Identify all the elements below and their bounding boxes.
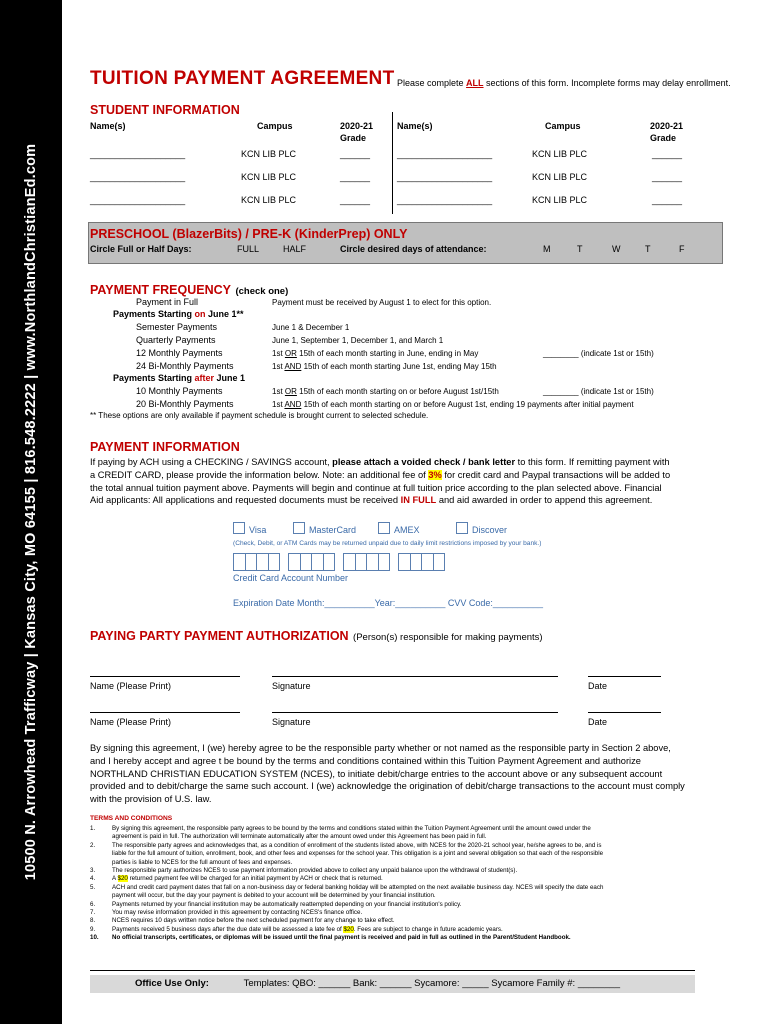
terms-item-number: 7. <box>90 909 96 917</box>
campus-col-label-right: Campus <box>545 121 581 131</box>
grade-field-3-left[interactable]: ______ <box>340 195 371 205</box>
frequency-footnote: ** These options are only available if payment schedule is brought current to selected schedule. <box>90 411 429 420</box>
preschool-title: PRESCHOOL (BlazerBits) / PRE-K (KinderPrep) ONLY <box>90 227 408 241</box>
date-line-1[interactable] <box>588 676 661 677</box>
terms-item <box>90 901 710 909</box>
terms-item-number: 4. <box>90 875 96 883</box>
student-name-field-3-left[interactable]: ___________________ <box>90 195 186 205</box>
cc-group-gap <box>389 553 398 571</box>
name-label-2: Name (Please Print) <box>90 717 172 727</box>
terms-line: ACH and credit card payment dates that fall on a non-business day or federal banking holiday will be attempted on the next available business day. NCES will specify the date each <box>112 883 604 891</box>
campus-col-label-left: Campus <box>257 121 293 131</box>
terms-list <box>90 825 710 943</box>
day-monday[interactable]: M <box>543 244 551 254</box>
authorization-paragraph: By signing this agreement, I (we) hereby agree to be the responsible party whether or not named as the responsible party in Section 2 above, and I hereby accept and agree t be bound by the terms and conditions contained within this Tuition Payment Agreement and authorize NORTHLAND CHRISTIAN EDUCATION SYSTEM (NCES), to initiate debit/charge entries to the account above or any subsequent account provided and to debit/charge the same such account. I (we) acknowledge the origination of debit/charge transactions to the account must comply with the provision of U.S. law. <box>90 743 685 805</box>
option-payment-in-full[interactable]: Payment in Full <box>136 297 199 307</box>
terms-item-number: 3. <box>90 867 96 875</box>
full-desc: Payment must be received by August 1 to elect for this option. <box>272 298 492 307</box>
authorization-heading-block: PAYING PARTY PAYMENT AUTHORIZATION (Person(s) responsible for making payments) <box>90 629 543 643</box>
card-mastercard[interactable]: MasterCard <box>293 522 356 535</box>
names-col-label-right: Name(s) <box>397 121 433 131</box>
office-use-row: Office Use Only: Templates: QBO: ______ Bank: ______ Sycamore: _____ Sycamore Family #: ________ <box>135 978 621 989</box>
quarterly-desc: June 1, September 1, December 1, and March 1 <box>272 336 444 345</box>
terms-text: . Fees are subject to change in future academic years. <box>353 925 503 933</box>
terms-item <box>90 825 710 842</box>
full-half-label: Circle Full or Half Days: <box>90 244 192 254</box>
card-discover[interactable]: Discover <box>456 522 507 535</box>
terms-item-text <box>112 884 603 901</box>
cc-group-gap <box>279 553 288 571</box>
terms-item <box>90 875 710 883</box>
grade-label-left: Grade <box>340 133 367 143</box>
payment-frequency-heading: PAYMENT FREQUENCY (check one) <box>90 283 289 297</box>
terms-item <box>90 842 710 867</box>
option-semester[interactable]: Semester Payments <box>136 322 218 332</box>
option-12-monthly[interactable]: 12 Monthly Payments <box>136 348 223 358</box>
terms-heading: TERMS AND CONDITIONS <box>90 815 173 822</box>
terms-item-text <box>112 875 383 883</box>
terms-line: payment will occur, but the day your payment is debited to your account will be determined by your financial institution. <box>112 892 436 900</box>
discover-checkbox[interactable] <box>456 522 468 534</box>
option-10-monthly[interactable]: 10 Monthly Payments <box>136 386 223 396</box>
terms-text: returned payment fee will be charged for an initial payment by ACH or check that is returned. <box>127 875 383 883</box>
option-24-bimonthly[interactable]: 24 Bi-Monthly Payments <box>136 361 234 371</box>
address-sidebar <box>0 0 62 1024</box>
terms-item-number: 5. <box>90 883 96 891</box>
terms-item-text <box>112 909 362 917</box>
signature-line-2[interactable] <box>272 712 558 713</box>
form-title-block <box>90 68 394 90</box>
terms-item-number: 10. <box>90 934 99 942</box>
credit-card-number-boxes[interactable] <box>233 553 444 571</box>
bimonthly20-desc: 1st AND 15th of each month starting on or before August 1st, ending 19 payments after initial payment <box>272 400 634 409</box>
terms-item-text <box>112 926 503 934</box>
grade-label-right: Grade <box>650 133 677 143</box>
mastercard-checkbox[interactable] <box>293 522 305 534</box>
semester-desc: June 1 & December 1 <box>272 323 350 332</box>
terms-item-number: 9. <box>90 925 96 933</box>
cvv-field[interactable]: __________ <box>492 598 543 608</box>
full-option[interactable]: FULL <box>237 244 260 254</box>
day-friday[interactable]: F <box>679 244 685 254</box>
terms-item-text <box>112 842 603 867</box>
terms-line: parties is liable to NCES for the full amount of fees and expenses. <box>112 858 293 866</box>
monthly12-desc: 1st OR 15th of each month starting in June, ending in May <box>272 349 479 358</box>
terms-item-text <box>112 825 591 842</box>
card-amex[interactable]: AMEX <box>378 522 420 535</box>
cc-group-gap <box>334 553 343 571</box>
fee-highlight: $20 <box>343 925 354 933</box>
after-june-heading: Payments Starting after June 1 <box>113 373 246 383</box>
indicate-10-monthly[interactable]: ________ (indicate 1st or 15th) <box>543 387 654 396</box>
names-col-label-left: Name(s) <box>90 121 126 131</box>
day-tuesday[interactable]: T <box>577 244 583 254</box>
fee-highlight: $20 <box>117 875 128 883</box>
card-note: (Check, Debit, or ATM Cards may be returned unpaid due to daily limit restrictions imposed by your bank.) <box>233 540 542 547</box>
terms-line: The responsible party authorizes NCES to use payment information provided above to collect any unpaid balance upon the withdrawal of student(s). <box>112 867 518 875</box>
grade-field-2-left[interactable]: ______ <box>340 172 371 182</box>
address-text: 10500 N. Arrowhead Trafficway | Kansas City, MO 64155 | 816.548.2222 | www.NorthlandChristianEd.com <box>23 143 39 881</box>
terms-item-text <box>112 901 461 909</box>
exp-year-field[interactable]: __________ <box>395 598 446 608</box>
student-name-field-1-right[interactable]: ___________________ <box>397 149 493 159</box>
amex-checkbox[interactable] <box>378 522 390 534</box>
date-label-1: Date <box>588 681 608 691</box>
grade-field-2-right[interactable]: ______ <box>652 172 683 182</box>
signature-label-2: Signature <box>272 717 311 727</box>
terms-item <box>90 926 710 934</box>
terms-item <box>90 934 710 942</box>
grade-field-1-left[interactable]: ______ <box>340 149 371 159</box>
expiration-row[interactable]: Expiration Date Month:__________Year:__________ CVV Code:__________ <box>233 598 543 608</box>
terms-item-number: 8. <box>90 917 96 925</box>
terms-line: Payments returned by your financial institution may be automatically reattempted depending on your financial institution's policy. <box>112 900 462 908</box>
terms-item <box>90 909 710 917</box>
campus-options-2-right[interactable]: KCN LIB PLC <box>532 172 588 182</box>
student-name-field-2-left[interactable]: ___________________ <box>90 172 186 182</box>
campus-options-1-right[interactable]: KCN LIB PLC <box>532 149 588 159</box>
date-label-2: Date <box>588 717 608 727</box>
name-line-2[interactable] <box>90 712 240 713</box>
terms-item <box>90 884 710 901</box>
card-visa[interactable]: Visa <box>233 522 266 535</box>
terms-item <box>90 917 710 925</box>
terms-text: A <box>112 875 118 883</box>
terms-line: The responsible party agrees and acknowledges that, as a condition of enrollment of the students listed above, with NCES for the 2020-21 school year, he/she agrees to be, and is <box>112 841 602 849</box>
campus-options-2-left[interactable]: KCN LIB PLC <box>241 172 297 182</box>
signature-label-1: Signature <box>272 681 311 691</box>
office-divider <box>90 970 695 971</box>
terms-item-number: 6. <box>90 900 96 908</box>
campus-options-3-right[interactable]: KCN LIB PLC <box>532 195 588 205</box>
cc-number-label: Credit Card Account Number <box>233 573 349 583</box>
student-info-heading: STUDENT INFORMATION <box>90 103 240 117</box>
option-20-bimonthly[interactable]: 20 Bi-Monthly Payments <box>136 399 234 409</box>
terms-item-text <box>112 917 395 925</box>
terms-text: Payments received 5 business days after the due date will be assessed a late fee of <box>112 925 344 933</box>
terms-line: NCES requires 10 days written notice before the next scheduled payment for any change to take effect. <box>112 917 395 925</box>
terms-item <box>90 867 710 875</box>
name-label-1: Name (Please Print) <box>90 681 172 691</box>
bimonthly24-desc: 1st AND 15th of each month starting June 1st, ending May 15th <box>272 362 497 371</box>
student-name-field-2-right[interactable]: ___________________ <box>397 172 493 182</box>
half-option[interactable]: HALF <box>283 244 307 254</box>
days-label: Circle desired days of attendance: <box>340 244 487 254</box>
form-title: TUITION PAYMENT AGREEMENT <box>90 68 395 89</box>
terms-item-number: 1. <box>90 825 96 832</box>
indicate-12-monthly[interactable]: ________ (indicate 1st or 15th) <box>543 349 654 358</box>
day-wednesday[interactable]: W <box>612 244 621 254</box>
signature-line-1[interactable] <box>272 676 558 677</box>
terms-item-number: 2. <box>90 841 96 849</box>
terms-item-text <box>112 934 571 942</box>
terms-line: agreement is paid in full. The authorization will terminate automatically after the amount owed under this Agreement has been paid in full. <box>112 833 487 841</box>
grade-year-left: 2020-21 <box>340 121 374 131</box>
student-name-field-1-left[interactable]: ___________________ <box>90 149 186 159</box>
day-thursday[interactable]: T <box>645 244 651 254</box>
terms-line: You may revise information provided in this agreement by contacting NCES's finance office. <box>112 909 363 917</box>
monthly10-desc: 1st OR 15th of each month starting on or before August 1st/15th <box>272 387 499 396</box>
name-line-1[interactable] <box>90 676 240 677</box>
june-heading: Payments Starting on June 1** <box>113 309 244 319</box>
terms-line: By signing this agreement, the responsible party agrees to be bound by the terms and conditions stated within the Tuition Payment Agreement until the amount owed under the <box>112 825 591 832</box>
date-line-2[interactable] <box>588 712 661 713</box>
campus-options-3-left[interactable]: KCN LIB PLC <box>241 195 297 205</box>
student-column-divider <box>392 112 393 214</box>
campus-options-1-left[interactable]: KCN LIB PLC <box>241 149 297 159</box>
terms-item-text <box>112 867 517 875</box>
grade-field-1-right[interactable]: ______ <box>652 149 683 159</box>
payment-info-paragraph: If paying by ACH using a CHECKING / SAVINGS account, please attach a voided check / bank letter to this form. If remitting payment with a CREDIT CARD, please provide the information below. Note: an additional fee of 3% for credit card and Paypal transactions will be added to the total annual tuition payment above. Payments will begin and continue at full tuition price according to the plan selected above. Financial Aid applicants: All applications and requested documents must be received IN FULL and aid awarded in order to append this agreement. <box>90 457 671 506</box>
header-note: Please complete ALL sections of this form. Incomplete forms may delay enrollment. <box>397 78 731 88</box>
student-name-field-3-right[interactable]: ___________________ <box>397 195 493 205</box>
cc-digit-box[interactable] <box>433 553 446 571</box>
payment-info-heading: PAYMENT INFORMATION <box>90 440 240 454</box>
grade-field-3-right[interactable]: ______ <box>652 195 683 205</box>
visa-checkbox[interactable] <box>233 522 245 534</box>
option-quarterly[interactable]: Quarterly Payments <box>136 335 216 345</box>
terms-bold-text: No official transcripts, certificates, or diplomas will be issued until the final payment is received and paid in full as outlined in the Parent/Student Handbook. <box>112 934 571 942</box>
exp-month-field[interactable]: __________ <box>324 598 375 608</box>
terms-line: liable for the full amount of tuition, enrollment, book, and other fees and expenses for the school year. This obligation is a joint and several obligation so that each of the responsible <box>112 850 604 858</box>
grade-year-right: 2020-21 <box>650 121 684 131</box>
